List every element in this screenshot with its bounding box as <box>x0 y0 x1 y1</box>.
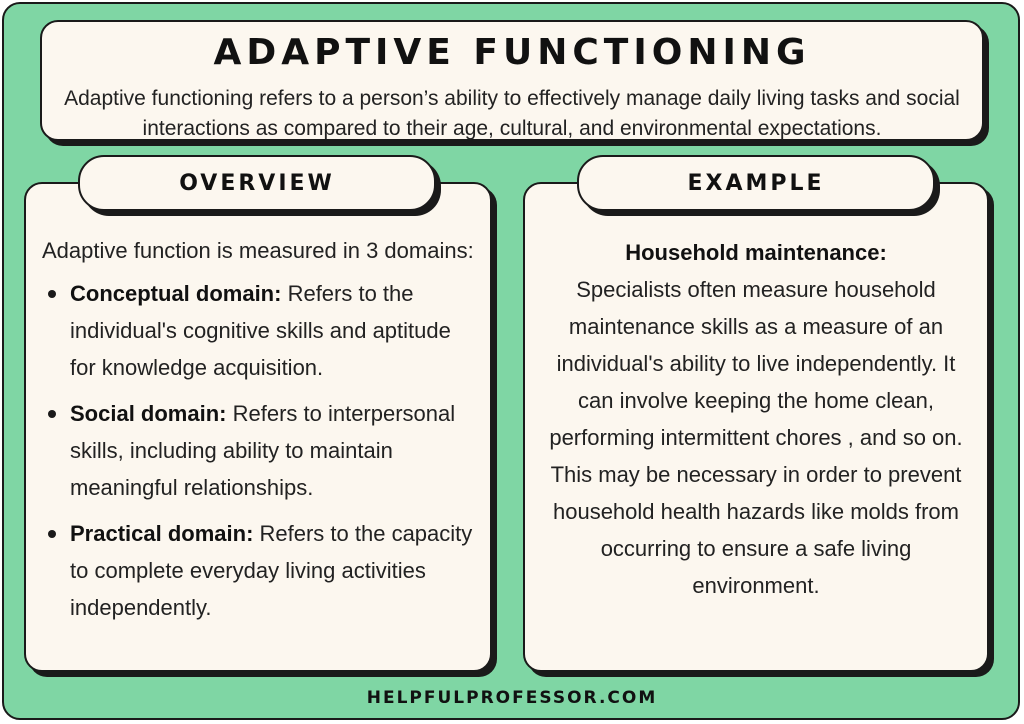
intro-text: Adaptive functioning refers to a person’s ability to effectively manage daily living tasks and social interactions as compared to their age, cultural, and environmental expectations. <box>64 87 960 140</box>
domain-description: Refers to the capacity to complete everyday living activities independently. <box>70 521 473 620</box>
domain-description: Refers to the individual's cognitive skills and aptitude for knowledge acquisition. <box>70 281 451 380</box>
domain-list <box>42 275 476 626</box>
page-title: ADAPTIVE FUNCTIONING <box>213 32 811 73</box>
example-label: EXAMPLE <box>687 170 825 196</box>
bullet-icon <box>48 290 56 298</box>
site-footer: HELPFULPROFESSOR.COM <box>366 688 658 708</box>
domain-description: Refers to interpersonal skills, including ability to maintain meaningful relationships. <box>70 401 456 500</box>
example-card <box>523 182 989 672</box>
overview-label-pill <box>78 155 436 211</box>
example-label-pill <box>577 155 935 211</box>
overview-content <box>42 232 476 635</box>
list-item <box>42 515 476 626</box>
list-item <box>42 395 476 506</box>
domain-term: Social domain: <box>70 401 227 426</box>
example-body: Specialists often measure household maintenance skills as a measure of an individual's ability to live independently. It can involve keeping the home clean, performing intermittent chores , and so on. This may be necessary in order to prevent household health hazards like molds from occurring to ensure a safe living environment. <box>549 277 963 598</box>
overview-lead: Adaptive function is measured in 3 domains: <box>42 238 474 263</box>
list-item <box>42 275 476 386</box>
example-heading: Household maintenance: <box>625 240 887 265</box>
bullet-icon <box>48 530 56 538</box>
overview-label: OVERVIEW <box>179 170 335 196</box>
title-card <box>40 20 984 141</box>
bullet-icon <box>48 410 56 418</box>
overview-card <box>24 182 492 672</box>
domain-term: Conceptual domain: <box>70 281 282 306</box>
example-content <box>541 234 971 604</box>
domain-term: Practical domain: <box>70 521 254 546</box>
